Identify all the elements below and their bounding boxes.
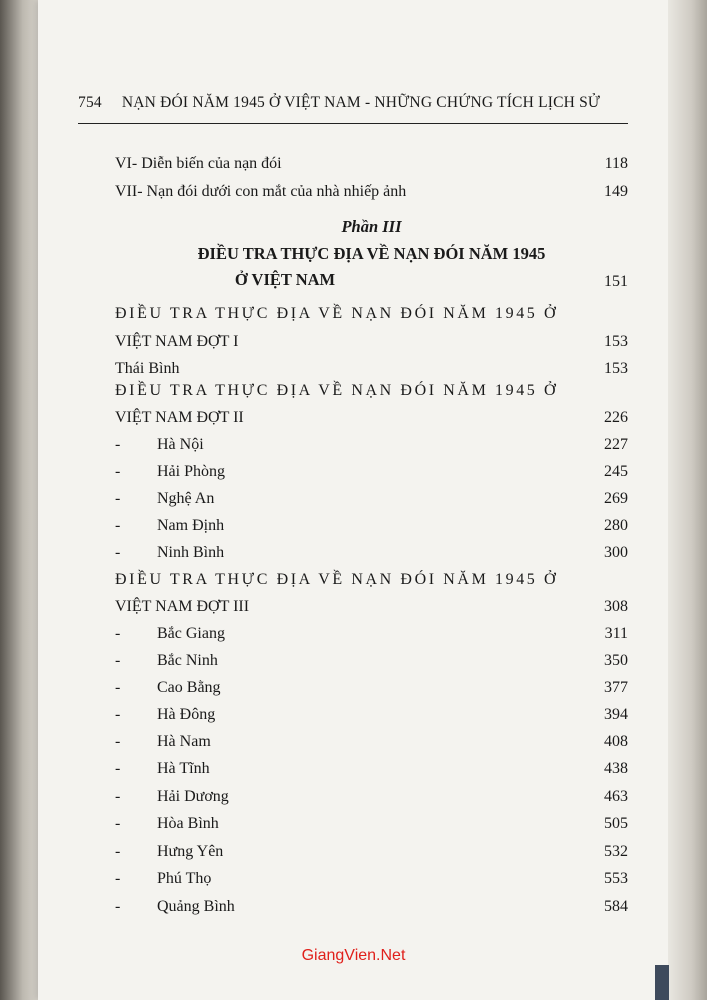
- section2-heading-line2: VIỆT NAM ĐỢT II: [115, 409, 244, 426]
- section3-heading-line2: VIỆT NAM ĐỢT III: [115, 598, 250, 615]
- watermark-text: GiangVien.Net: [301, 947, 406, 964]
- list-dash: -: [115, 517, 121, 534]
- toc-entry[interactable]: [115, 622, 628, 646]
- list-dash: -: [115, 652, 121, 669]
- toc-entry-page: 505: [604, 815, 628, 832]
- toc-entry-page: 553: [604, 870, 628, 887]
- toc-entry-page: 118: [604, 155, 628, 172]
- book-spine-shadow: [0, 0, 38, 1000]
- toc-entry-label: Hà Nội: [157, 436, 204, 453]
- toc-entry-page: 394: [604, 706, 628, 723]
- list-dash: -: [115, 706, 121, 723]
- section1-heading-line1: ĐIỀU TRA THỰC ĐỊA VỀ NẠN ĐÓI NĂM 1945 Ở: [115, 305, 559, 322]
- toc-entry-page: 463: [604, 788, 628, 805]
- header-rule: [78, 123, 628, 124]
- toc-entry-page: 350: [604, 652, 628, 669]
- list-dash: -: [115, 544, 121, 561]
- toc-entry[interactable]: [115, 812, 628, 836]
- toc-entry-page: 532: [604, 843, 628, 860]
- section2-heading[interactable]: [115, 406, 628, 430]
- toc-entry[interactable]: [115, 357, 628, 381]
- toc-entry-page: 269: [604, 490, 628, 507]
- toc-entry-page: 584: [604, 898, 628, 915]
- toc-entry[interactable]: [115, 433, 628, 457]
- section3-heading[interactable]: [115, 595, 628, 619]
- part-title-line1: ĐIỀU TRA THỰC ĐỊA VỀ NẠN ĐÓI NĂM 1945: [197, 244, 546, 263]
- toc-entry-page: 311: [604, 625, 628, 642]
- toc-entry-page: 149: [604, 183, 628, 200]
- list-dash: -: [115, 815, 121, 832]
- toc-entry-label: VI- Diễn biến của nạn đói: [115, 155, 282, 172]
- section2-heading-line1: ĐIỀU TRA THỰC ĐỊA VỀ NẠN ĐÓI NĂM 1945 Ở: [115, 382, 559, 399]
- toc-entry[interactable]: [115, 703, 628, 727]
- list-dash: -: [115, 788, 121, 805]
- toc-entry-page: 438: [604, 760, 628, 777]
- toc-entry-page: 280: [604, 517, 628, 534]
- toc-entry[interactable]: [115, 487, 628, 511]
- toc-entry-page: 300: [604, 544, 628, 561]
- toc-entry[interactable]: [115, 649, 628, 673]
- running-header: [78, 94, 630, 112]
- toc-entry-page: 245: [604, 463, 628, 480]
- toc-entry[interactable]: [115, 152, 628, 176]
- page-edge: [668, 0, 707, 1000]
- toc-entry-label: Ninh Bình: [157, 544, 225, 561]
- list-dash: -: [115, 733, 121, 750]
- list-dash: -: [115, 679, 121, 696]
- part-page: 151: [604, 273, 628, 290]
- list-dash: -: [115, 843, 121, 860]
- toc-entry[interactable]: [115, 895, 628, 919]
- toc-entry[interactable]: [115, 840, 628, 864]
- header-page-number: 754: [78, 94, 102, 111]
- part-entry[interactable]: [115, 270, 628, 294]
- toc-entry-label: Hà Nam: [157, 733, 211, 750]
- toc-entry-label: Nghệ An: [157, 490, 215, 507]
- toc-entry-label: Bắc Giang: [157, 625, 225, 642]
- header-running-title: NẠN ĐÓI NĂM 1945 Ở VIỆT NAM - NHỮNG CHỨNG TÍCH LỊCH SỬ: [121, 94, 601, 111]
- toc-entry-label: VII- Nạn đói dưới con mắt của nhà nhiếp ảnh: [115, 183, 407, 200]
- list-dash: -: [115, 463, 121, 480]
- section3-heading-line1: ĐIỀU TRA THỰC ĐỊA VỀ NẠN ĐÓI NĂM 1945 Ở: [115, 571, 559, 588]
- toc-entry[interactable]: [115, 730, 628, 754]
- toc-entry-label: Thái Bình: [115, 360, 180, 377]
- toc-entry-label: Nam Định: [157, 517, 225, 534]
- toc-entry[interactable]: [115, 514, 628, 538]
- toc-entry-label: Hòa Bình: [157, 815, 219, 832]
- toc-entry-page: 377: [604, 679, 628, 696]
- toc-entry[interactable]: [115, 180, 628, 204]
- toc-entry[interactable]: [115, 676, 628, 700]
- toc-entry-label: Hà Tĩnh: [157, 760, 210, 777]
- section3-page: 308: [604, 598, 628, 615]
- list-dash: -: [115, 490, 121, 507]
- toc-entry[interactable]: [115, 785, 628, 809]
- toc-entry[interactable]: [115, 757, 628, 781]
- toc-entry-label: Bắc Ninh: [157, 652, 218, 669]
- section1-page: 153: [604, 333, 628, 350]
- list-dash: -: [115, 760, 121, 777]
- toc-entry-label: Hải Dương: [157, 788, 229, 805]
- section1-heading-line2: VIỆT NAM ĐỢT I: [115, 333, 239, 350]
- toc-entry[interactable]: [115, 460, 628, 484]
- list-dash: -: [115, 436, 121, 453]
- toc-entry-label: Hải Phòng: [157, 463, 225, 480]
- list-dash: -: [115, 870, 121, 887]
- part-label: Phần III: [341, 217, 402, 236]
- list-dash: -: [115, 625, 121, 642]
- section1-heading[interactable]: [115, 330, 628, 354]
- toc-entry-label: Hà Đông: [157, 706, 216, 723]
- toc-entry-label: Cao Bằng: [157, 679, 221, 696]
- toc-entry-label: Hưng Yên: [157, 843, 224, 860]
- section2-page: 226: [604, 409, 628, 426]
- toc-entry[interactable]: [115, 867, 628, 891]
- part-title-line2: Ở VIỆT NAM: [234, 270, 336, 289]
- toc-entry[interactable]: [115, 541, 628, 565]
- toc-entry-page: 408: [604, 733, 628, 750]
- page-tab-marker: [655, 965, 669, 1000]
- toc-entry-page: 153: [604, 360, 628, 377]
- toc-entry-page: 227: [604, 436, 628, 453]
- list-dash: -: [115, 898, 121, 915]
- toc-entry-label: Phú Thọ: [157, 870, 212, 887]
- toc-entry-label: Quảng Bình: [157, 898, 235, 915]
